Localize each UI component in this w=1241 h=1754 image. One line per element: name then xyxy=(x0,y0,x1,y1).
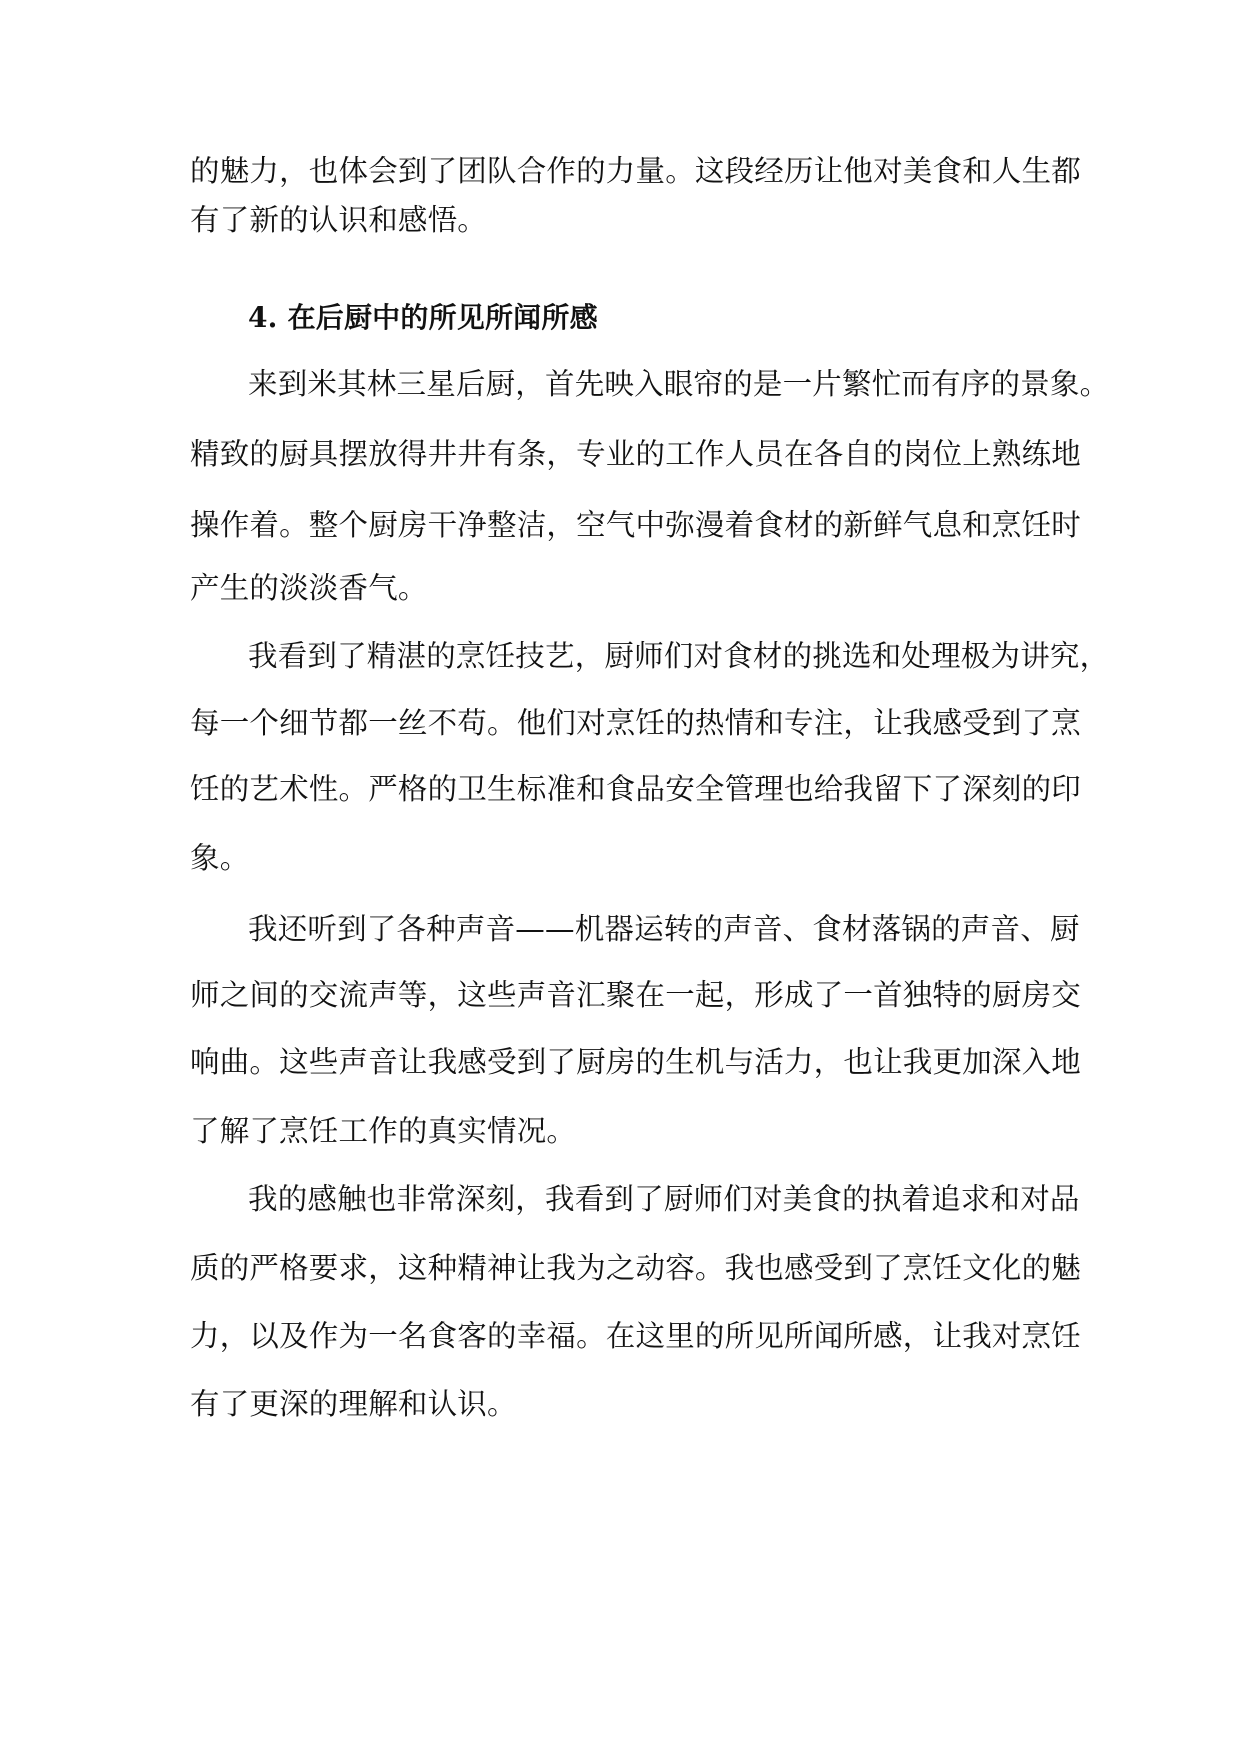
paragraph-line: 我看到了精湛的烹饪技艺，厨师们对食材的挑选和处理极为讲究， xyxy=(248,639,1110,673)
paragraph-line: 力，以及作为一名食客的幸福。在这里的所见所闻所感，让我对烹饪 xyxy=(190,1319,1082,1353)
paragraph-line: 象。 xyxy=(190,841,250,875)
paragraph-line: 每一个细节都一丝不苟。他们对烹饪的热情和专注，让我感受到了烹 xyxy=(190,706,1082,740)
section-heading: 4. 在后厨中的所见所闻所感 xyxy=(248,301,598,334)
paragraph-line: 精致的厨具摆放得井井有条，专业的工作人员在各自的岗位上熟练地 xyxy=(190,437,1082,471)
intro-line: 有了新的认识和感悟。 xyxy=(190,203,488,237)
paragraph-line: 我还听到了各种声音——机器运转的声音、食材落锅的声音、厨 xyxy=(248,912,1080,946)
paragraph-line: 饪的艺术性。严格的卫生标准和食品安全管理也给我留下了深刻的印 xyxy=(190,772,1082,806)
paragraph-line: 了解了烹饪工作的真实情况。 xyxy=(190,1114,577,1148)
paragraph-line: 产生的淡淡香气。 xyxy=(190,571,428,605)
intro-line: 的魅力，也体会到了团队合作的力量。这段经历让他对美食和人生都 xyxy=(190,154,1082,188)
paragraph-line: 师之间的交流声等，这些声音汇聚在一起，形成了一首独特的厨房交 xyxy=(190,978,1082,1012)
paragraph-line: 响曲。这些声音让我感受到了厨房的生机与活力，也让我更加深入地 xyxy=(190,1045,1082,1079)
paragraph-line: 有了更深的理解和认识。 xyxy=(190,1387,517,1421)
paragraph-line: 操作着。整个厨房干净整洁，空气中弥漫着食材的新鲜气息和烹饪时 xyxy=(190,508,1082,542)
paragraph-line: 我的感触也非常深刻，我看到了厨师们对美食的执着追求和对品 xyxy=(248,1182,1080,1216)
paragraph-line: 质的严格要求，这种精神让我为之动容。我也感受到了烹饪文化的魅 xyxy=(190,1251,1082,1285)
paragraph-line: 来到米其林三星后厨，首先映入眼帘的是一片繁忙而有序的景象。 xyxy=(248,367,1110,401)
